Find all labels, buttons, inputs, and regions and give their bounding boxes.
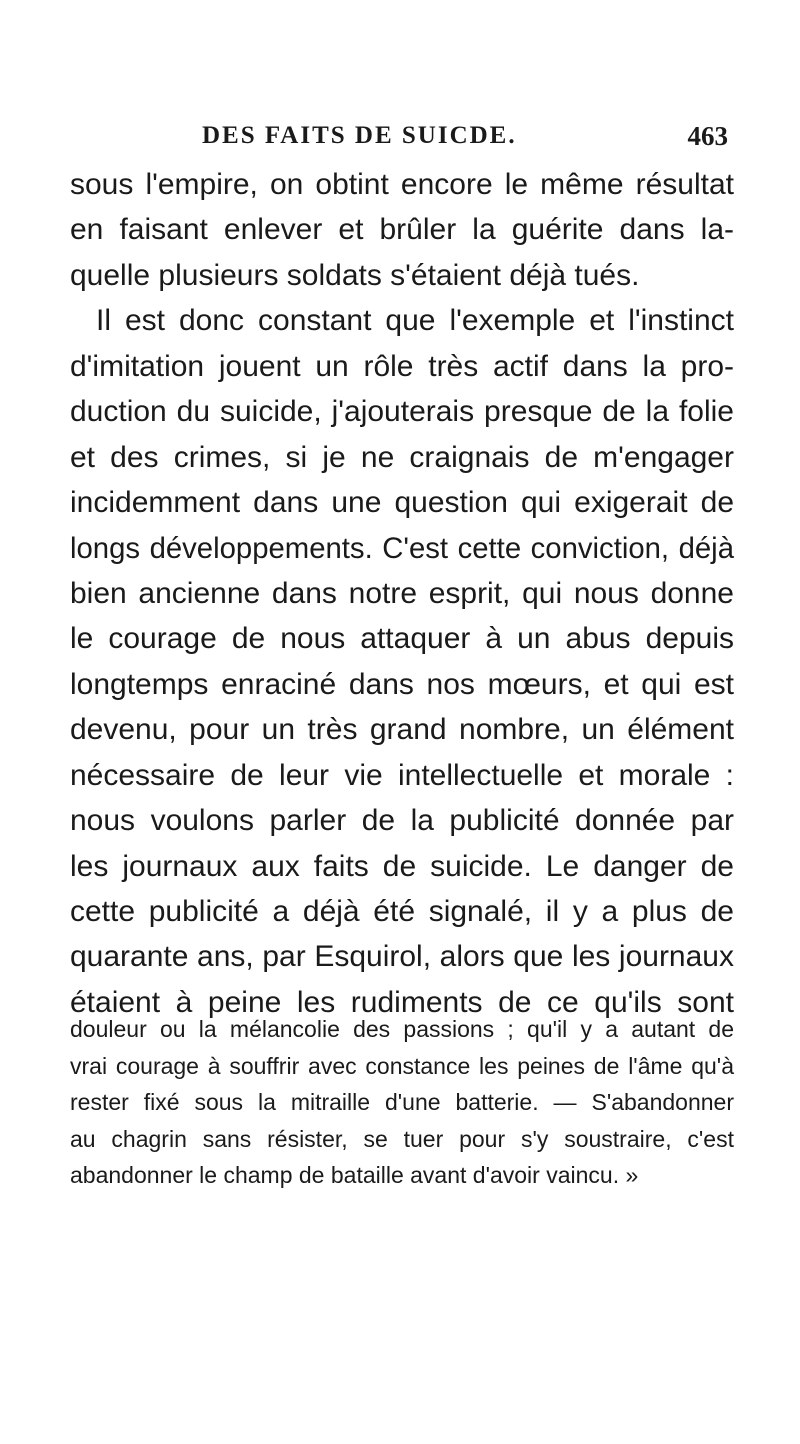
text-line: quelle plusieurs soldats s'étaient déjà tués.: [70, 258, 640, 292]
text-line: bien ancienne dans notre esprit, qui nous donne: [70, 576, 734, 610]
text-line: d'imitation jouent un rôle très actif dans la pro-: [70, 349, 734, 383]
text-line: étaient à peine les rudiments de ce qu'ils sont: [70, 985, 734, 1019]
text-line: devenu, pour un très grand nombre, un élément: [70, 713, 734, 747]
text-line: nous voulons parler de la publicité donnée par: [70, 804, 734, 838]
text-line: longs développements. C'est cette conviction, déjà: [70, 531, 734, 565]
body-text: [70, 162, 734, 1025]
text-line: cette publicité a déjà été signalé, il y a plus de: [70, 895, 734, 928]
text-line: incidemment dans une question qui exigerait de: [70, 486, 734, 520]
text-line: duction du suicide, j'ajouterais presque de la folie: [70, 395, 734, 429]
footnote-line: rester fixé sous la mitraille d'une batterie. — S'abandonner: [70, 1089, 734, 1115]
footnote-line: abandonner le champ de bataille avant d'avoir vaincu. »: [70, 1162, 639, 1188]
footnote: [70, 1011, 734, 1194]
text-line: et des crimes, si je ne craignais de m'engager: [70, 440, 734, 474]
footnote-line: au chagrin sans résister, se tuer pour s'y soustraire, c'est: [70, 1125, 734, 1152]
text-line: les journaux aux faits de suicide. Le danger de: [70, 849, 734, 883]
text-line: Il est donc constant que l'exemple et l'instinct: [96, 304, 734, 338]
running-head: [70, 116, 730, 156]
page-number: 463: [687, 121, 728, 151]
text-line: en faisant enlever et brûler la guérite dans la-: [70, 213, 734, 247]
footnote-line: vrai courage à souffrir avec constance les peines de l'âme qu'à: [70, 1052, 734, 1079]
text-line: le courage de nous attaquer à un abus depuis: [70, 622, 734, 656]
text-line: quarante ans, par Esquirol, alors que les journaux: [70, 940, 734, 974]
text-line: sous l'empire, on obtint encore le même résultat: [70, 168, 734, 201]
text-line: nécessaire de leur vie intellectuelle et morale :: [70, 758, 734, 792]
footnote-line: douleur ou la mélancolie des passions ; qu'il y a autant de: [70, 1016, 734, 1042]
running-title: DES FAITS DE SUICDE.: [202, 122, 517, 149]
text-line: longtemps enraciné dans nos mœurs, et qui est: [70, 667, 734, 701]
